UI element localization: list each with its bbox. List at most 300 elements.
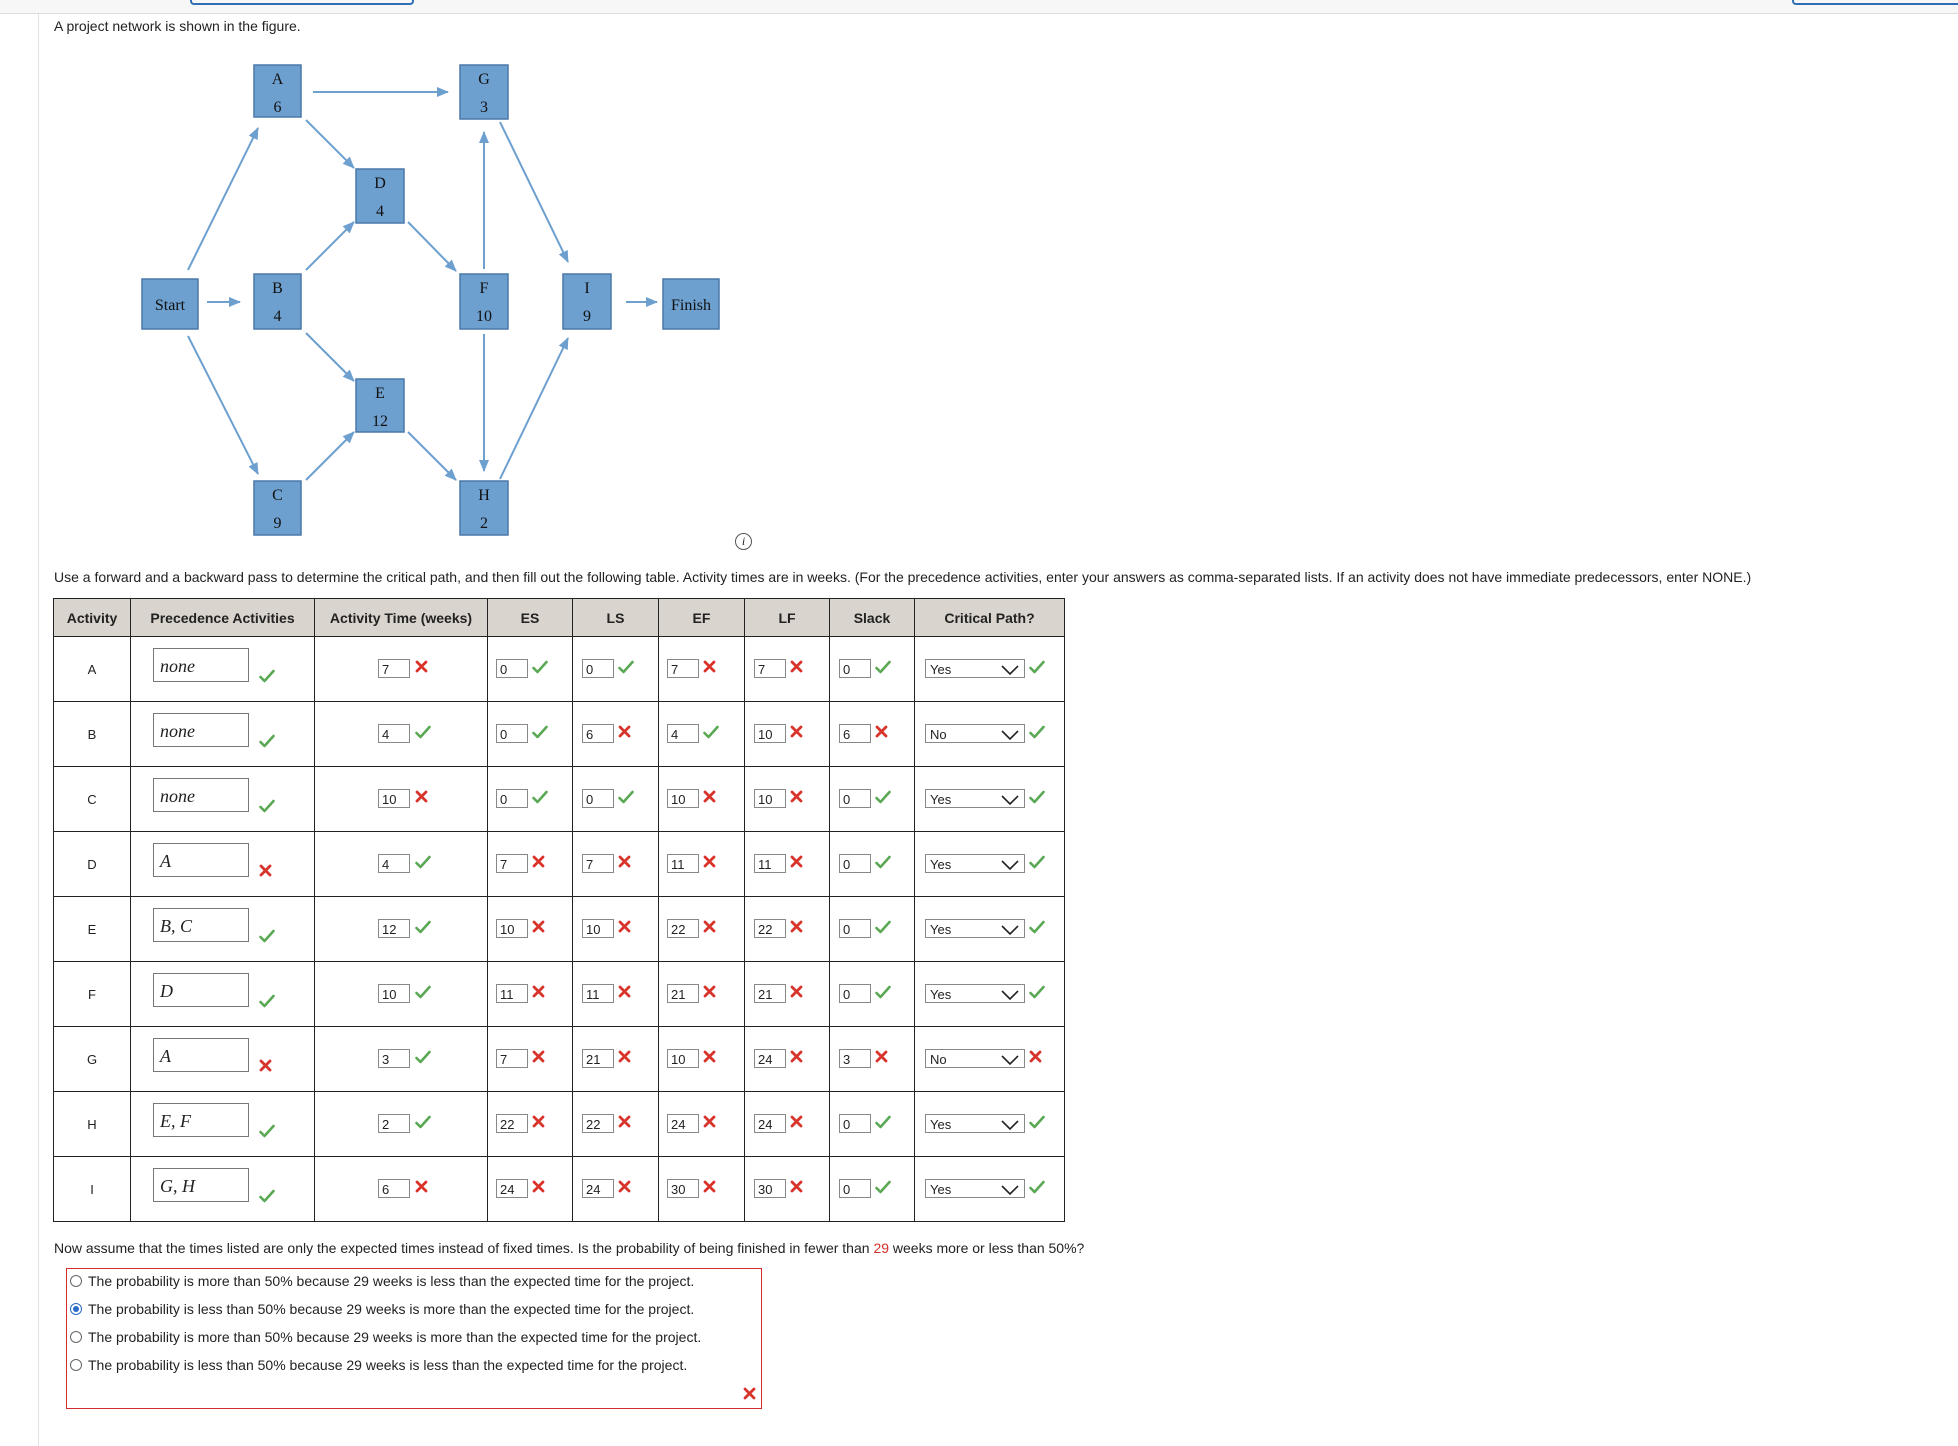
ls-input[interactable]: 24 <box>582 1179 614 1198</box>
edge-h-i <box>500 338 568 479</box>
ef-input[interactable]: 4 <box>667 724 699 743</box>
radio-button[interactable] <box>70 1331 82 1343</box>
lf-cell <box>745 1157 830 1222</box>
ef-input[interactable]: 10 <box>667 789 699 808</box>
activity-cell <box>54 1027 131 1092</box>
chevron-down-icon <box>1000 987 1020 1006</box>
chevron-down-icon <box>1000 857 1020 876</box>
chevron-down-icon <box>1000 1052 1020 1071</box>
check-icon <box>1029 1180 1045 1197</box>
check-icon <box>1029 920 1045 937</box>
cross-icon <box>532 985 545 1001</box>
critical-path-select[interactable] <box>925 789 1025 808</box>
cross-icon <box>618 725 631 741</box>
chevron-down-icon <box>1000 792 1020 811</box>
activity-cell <box>54 1157 131 1222</box>
toolbar-button-right[interactable] <box>1792 0 1958 5</box>
node-label: F <box>479 280 489 297</box>
cross-icon <box>259 1059 272 1075</box>
time-input[interactable]: 4 <box>378 854 410 873</box>
es-cell <box>488 1092 573 1157</box>
time-input[interactable]: 4 <box>378 724 410 743</box>
cross-icon <box>790 1050 803 1066</box>
cross-icon <box>415 790 428 806</box>
ls-input[interactable]: 7 <box>582 854 614 873</box>
ls-input[interactable]: 11 <box>582 984 614 1003</box>
check-icon <box>259 994 275 1011</box>
slack-cell <box>830 1027 915 1092</box>
node-time: 9 <box>273 515 282 532</box>
activity-table <box>53 598 1065 1222</box>
lf-input[interactable]: 24 <box>754 1114 786 1133</box>
ef-input[interactable]: 10 <box>667 1049 699 1068</box>
es-cell <box>488 897 573 962</box>
node-time: 3 <box>480 99 488 116</box>
check-icon <box>415 1115 431 1132</box>
header-critical-path: Critical Path? <box>915 599 1065 637</box>
slack-input[interactable]: 0 <box>839 789 871 808</box>
cross-icon <box>532 1115 545 1131</box>
cross-icon <box>703 855 716 871</box>
table-header-row <box>54 599 1065 637</box>
check-icon <box>415 920 431 937</box>
slack-input[interactable]: 0 <box>839 1179 871 1198</box>
cross-icon <box>618 920 631 936</box>
slack-input[interactable]: 0 <box>839 1114 871 1133</box>
check-icon <box>259 1124 275 1141</box>
table-row <box>54 1092 1065 1157</box>
es-input[interactable]: 22 <box>496 1114 528 1133</box>
cross-icon <box>790 1180 803 1196</box>
lf-cell <box>745 962 830 1027</box>
precedence-cell <box>131 962 315 1027</box>
edge-e-h <box>408 432 456 480</box>
critical-path-cell <box>915 767 1065 832</box>
lf-cell <box>745 702 830 767</box>
activity-label: E <box>87 921 97 937</box>
activity-label: G <box>86 1051 98 1067</box>
ls-input[interactable]: 6 <box>582 724 614 743</box>
ls-input[interactable]: 0 <box>582 789 614 808</box>
edge-start-c <box>188 336 258 474</box>
activity-cell <box>54 637 131 702</box>
time-cell <box>315 1027 488 1092</box>
node-label: E <box>375 385 385 402</box>
slack-input[interactable]: 6 <box>839 724 871 743</box>
chevron-down-icon <box>1000 662 1020 681</box>
node-time: 10 <box>476 308 492 325</box>
ef-input[interactable]: 24 <box>667 1114 699 1133</box>
radio-button[interactable] <box>70 1303 82 1315</box>
table-row <box>54 767 1065 832</box>
es-input[interactable]: 24 <box>496 1179 528 1198</box>
activity-label: A <box>87 661 97 677</box>
ef-cell <box>659 637 745 702</box>
check-icon <box>1029 855 1045 872</box>
precedence-input[interactable]: A <box>153 843 249 877</box>
probability-question <box>54 1240 1084 1256</box>
precedence-cell <box>131 1027 315 1092</box>
cross-icon <box>415 1180 428 1196</box>
check-icon <box>1029 1115 1045 1132</box>
ef-cell <box>659 767 745 832</box>
lf-input[interactable]: 30 <box>754 1179 786 1198</box>
time-input[interactable]: 12 <box>378 919 410 938</box>
ls-cell <box>573 637 659 702</box>
critical-path-cell <box>915 1157 1065 1222</box>
option-4[interactable] <box>70 1357 687 1373</box>
option-label: The probability is less than 50% because 29 weeks is less than the expected time for the project. <box>88 1357 688 1373</box>
critical-path-select[interactable] <box>925 984 1025 1003</box>
option-1[interactable] <box>70 1273 694 1289</box>
node-start <box>142 279 198 329</box>
ls-cell <box>573 832 659 897</box>
precedence-input[interactable]: G, H <box>153 1168 249 1202</box>
time-cell <box>315 897 488 962</box>
precedence-cell <box>131 767 315 832</box>
node-b <box>254 274 301 329</box>
header-activity: Activity <box>54 599 131 637</box>
option-label: The probability is less than 50% because 29 weeks is more than the expected time for the project. <box>88 1301 695 1317</box>
node-time: 12 <box>372 413 388 430</box>
critical-path-select[interactable] <box>925 854 1025 873</box>
es-input[interactable]: 0 <box>496 789 528 808</box>
precedence-input[interactable]: E, F <box>153 1103 249 1137</box>
node-h <box>460 481 508 535</box>
precedence-input[interactable]: none <box>153 713 249 747</box>
check-icon <box>259 799 275 816</box>
precedence-cell <box>131 702 315 767</box>
cross-icon <box>790 920 803 936</box>
ls-input[interactable]: 21 <box>582 1049 614 1068</box>
slack-cell <box>830 1157 915 1222</box>
ls-cell <box>573 1092 659 1157</box>
intro-text: A project network is shown in the figure. <box>54 18 301 34</box>
check-icon <box>415 725 431 742</box>
node-label: C <box>272 487 283 504</box>
critical-path-cell <box>915 897 1065 962</box>
precedence-cell <box>131 832 315 897</box>
check-icon <box>618 660 634 677</box>
check-icon <box>1029 985 1045 1002</box>
lf-cell <box>745 897 830 962</box>
lf-cell <box>745 1027 830 1092</box>
time-cell <box>315 702 488 767</box>
chevron-down-icon <box>1000 1117 1020 1136</box>
check-icon <box>1029 660 1045 677</box>
radio-button[interactable] <box>70 1275 82 1287</box>
node-label: B <box>272 280 283 297</box>
activity-label: C <box>87 791 97 807</box>
node-label: G <box>478 71 490 88</box>
cross-icon <box>790 660 803 676</box>
question-text-before: Now assume that the times listed are only the expected times instead of fixed times. Is the probability of being finished in fewer than <box>54 1240 874 1256</box>
slack-cell <box>830 962 915 1027</box>
project-network-diagram <box>0 0 760 550</box>
es-input[interactable]: 7 <box>496 854 528 873</box>
info-icon[interactable]: i <box>735 533 752 550</box>
instructions: Use a forward and a backward pass to determine the critical path, and then fill out the following table. Activity times are in weeks. (For the precedence activities, enter your answers as comma-separated lists. If an activity does not have immediate predecessors, enter NONE.) <box>54 569 1752 585</box>
es-cell <box>488 832 573 897</box>
option-3[interactable] <box>70 1329 701 1345</box>
node-e <box>356 379 404 432</box>
time-input[interactable]: 2 <box>378 1114 410 1133</box>
header-slack: Slack <box>830 599 915 637</box>
check-icon <box>415 855 431 872</box>
edge-g-i <box>500 122 568 262</box>
ef-input[interactable]: 21 <box>667 984 699 1003</box>
header-lf: LF <box>745 599 830 637</box>
ef-input[interactable]: 7 <box>667 659 699 678</box>
activity-label: F <box>88 986 96 1002</box>
check-icon <box>532 660 548 677</box>
time-cell <box>315 1157 488 1222</box>
es-input[interactable]: 7 <box>496 1049 528 1068</box>
ef-cell <box>659 832 745 897</box>
lf-input[interactable]: 7 <box>754 659 786 678</box>
es-cell <box>488 767 573 832</box>
cross-icon <box>703 1050 716 1066</box>
critical-path-select[interactable] <box>925 1049 1025 1068</box>
check-icon <box>1029 790 1045 807</box>
ls-cell <box>573 702 659 767</box>
chevron-down-icon <box>1000 727 1020 746</box>
edge-b-d <box>306 222 354 270</box>
check-icon <box>259 734 275 751</box>
cross-icon <box>703 790 716 806</box>
cross-icon <box>415 660 428 676</box>
lf-input[interactable]: 10 <box>754 789 786 808</box>
check-icon <box>875 1115 891 1132</box>
cross-icon <box>790 790 803 806</box>
precedence-cell <box>131 1157 315 1222</box>
edge-b-e <box>306 333 354 381</box>
cross-icon <box>532 855 545 871</box>
check-icon <box>875 1180 891 1197</box>
time-input[interactable]: 6 <box>378 1179 410 1198</box>
time-cell <box>315 637 488 702</box>
critical-path-value: Yes <box>930 792 952 807</box>
ls-cell <box>573 962 659 1027</box>
cross-icon <box>618 855 631 871</box>
activity-label: B <box>87 726 97 742</box>
es-input[interactable]: 10 <box>496 919 528 938</box>
critical-path-value: Yes <box>930 857 952 872</box>
ef-input[interactable]: 11 <box>667 854 699 873</box>
header-time: Activity Time (weeks) <box>315 599 488 637</box>
node-time: 4 <box>376 203 384 220</box>
lf-input[interactable]: 24 <box>754 1049 786 1068</box>
answer-options <box>66 1268 762 1409</box>
cross-icon <box>790 725 803 741</box>
cross-icon <box>875 725 888 741</box>
time-cell <box>315 962 488 1027</box>
time-cell <box>315 832 488 897</box>
slack-input[interactable]: 0 <box>839 659 871 678</box>
cross-icon <box>703 920 716 936</box>
table-row <box>54 1157 1065 1222</box>
es-input[interactable]: 11 <box>496 984 528 1003</box>
cross-icon <box>743 1387 756 1405</box>
check-icon <box>875 790 891 807</box>
critical-path-select[interactable] <box>925 724 1025 743</box>
chevron-down-icon <box>1000 1182 1020 1201</box>
time-cell <box>315 767 488 832</box>
precedence-cell <box>131 1092 315 1157</box>
critical-path-cell <box>915 1092 1065 1157</box>
critical-path-cell <box>915 702 1065 767</box>
critical-path-cell <box>915 832 1065 897</box>
critical-path-value: Yes <box>930 922 952 937</box>
cross-icon <box>1029 1050 1042 1066</box>
slack-input[interactable]: 0 <box>839 919 871 938</box>
critical-path-select[interactable] <box>925 659 1025 678</box>
ef-cell <box>659 1157 745 1222</box>
cross-icon <box>790 855 803 871</box>
node-time: 9 <box>583 308 591 325</box>
header-ef: EF <box>659 599 745 637</box>
lf-input[interactable]: 10 <box>754 724 786 743</box>
question-weeks: 29 <box>873 1240 890 1256</box>
slack-input[interactable]: 0 <box>839 854 871 873</box>
ls-input[interactable]: 0 <box>582 659 614 678</box>
node-a <box>254 65 301 117</box>
node-label: A <box>271 71 284 88</box>
node-label: Start <box>154 297 186 314</box>
lf-cell <box>745 767 830 832</box>
chevron-down-icon <box>1000 922 1020 941</box>
es-input[interactable]: 0 <box>496 724 528 743</box>
critical-path-cell <box>915 962 1065 1027</box>
ef-cell <box>659 962 745 1027</box>
cross-icon <box>703 1115 716 1131</box>
precedence-input[interactable]: B, C <box>153 908 249 942</box>
table-row <box>54 897 1065 962</box>
precedence-input[interactable]: A <box>153 1038 249 1072</box>
edge-d-f <box>408 222 456 271</box>
node-time: 4 <box>273 308 282 325</box>
precedence-input[interactable]: none <box>153 648 249 682</box>
time-input[interactable]: 10 <box>378 789 410 808</box>
node-c <box>254 481 301 535</box>
ls-input[interactable]: 22 <box>582 1114 614 1133</box>
ef-cell <box>659 1027 745 1092</box>
node-label: D <box>374 175 386 192</box>
slack-input[interactable]: 0 <box>839 984 871 1003</box>
precedence-cell <box>131 637 315 702</box>
header-ls: LS <box>573 599 659 637</box>
table-row <box>54 962 1065 1027</box>
activity-label: D <box>87 856 97 872</box>
slack-cell <box>830 832 915 897</box>
ef-input[interactable]: 22 <box>667 919 699 938</box>
check-icon <box>875 920 891 937</box>
header-precedence: Precedence Activities <box>131 599 315 637</box>
node-label: H <box>478 487 490 504</box>
node-g <box>460 65 508 119</box>
slack-cell <box>830 767 915 832</box>
ef-input[interactable]: 30 <box>667 1179 699 1198</box>
node-time: 2 <box>480 515 488 532</box>
activity-cell <box>54 702 131 767</box>
check-icon <box>532 790 548 807</box>
lf-input[interactable]: 21 <box>754 984 786 1003</box>
lf-input[interactable]: 11 <box>754 854 786 873</box>
critical-path-value: Yes <box>930 1182 952 1197</box>
radio-button[interactable] <box>70 1359 82 1371</box>
time-input[interactable]: 10 <box>378 984 410 1003</box>
node-label: Finish <box>670 297 712 314</box>
activity-label: I <box>90 1181 94 1197</box>
option-2[interactable] <box>70 1301 694 1317</box>
time-cell <box>315 1092 488 1157</box>
cross-icon <box>875 1050 888 1066</box>
check-icon <box>875 855 891 872</box>
critical-path-cell <box>915 1027 1065 1092</box>
edge-c-e <box>306 432 354 480</box>
critical-path-select[interactable] <box>925 1114 1025 1133</box>
es-cell <box>488 702 573 767</box>
node-time: 6 <box>273 99 282 116</box>
es-cell <box>488 637 573 702</box>
cross-icon <box>532 1050 545 1066</box>
slack-cell <box>830 637 915 702</box>
es-input[interactable]: 0 <box>496 659 528 678</box>
activity-label: H <box>87 1116 97 1132</box>
check-icon <box>259 929 275 946</box>
node-d <box>356 169 404 223</box>
cross-icon <box>618 1115 631 1131</box>
es-cell <box>488 1027 573 1092</box>
ls-cell <box>573 767 659 832</box>
ls-cell <box>573 897 659 962</box>
check-icon <box>532 725 548 742</box>
table-row <box>54 637 1065 702</box>
check-icon <box>415 985 431 1002</box>
cross-icon <box>703 1180 716 1196</box>
es-cell <box>488 962 573 1027</box>
critical-path-select[interactable] <box>925 1179 1025 1198</box>
cross-icon <box>532 1180 545 1196</box>
critical-path-value: Yes <box>930 1117 952 1132</box>
edge-start-a <box>188 128 258 270</box>
cross-icon <box>790 1115 803 1131</box>
ls-input[interactable]: 10 <box>582 919 614 938</box>
precedence-input[interactable]: D <box>153 973 249 1007</box>
node-label: I <box>584 280 590 297</box>
slack-input[interactable]: 3 <box>839 1049 871 1068</box>
cross-icon <box>259 864 272 880</box>
ef-cell <box>659 1092 745 1157</box>
time-input[interactable]: 3 <box>378 1049 410 1068</box>
critical-path-value: Yes <box>930 987 952 1002</box>
cross-icon <box>618 1180 631 1196</box>
slack-cell <box>830 897 915 962</box>
check-icon <box>259 1189 275 1206</box>
activity-cell <box>54 832 131 897</box>
lf-cell <box>745 832 830 897</box>
critical-path-select[interactable] <box>925 919 1025 938</box>
lf-input[interactable]: 22 <box>754 919 786 938</box>
cross-icon <box>532 920 545 936</box>
cross-icon <box>618 1050 631 1066</box>
option-label: The probability is more than 50% because 29 weeks is less than the expected time for the project. <box>88 1273 695 1289</box>
slack-cell <box>830 1092 915 1157</box>
cross-icon <box>703 660 716 676</box>
time-input[interactable]: 7 <box>378 659 410 678</box>
check-icon <box>415 1050 431 1067</box>
precedence-input[interactable]: none <box>153 778 249 812</box>
